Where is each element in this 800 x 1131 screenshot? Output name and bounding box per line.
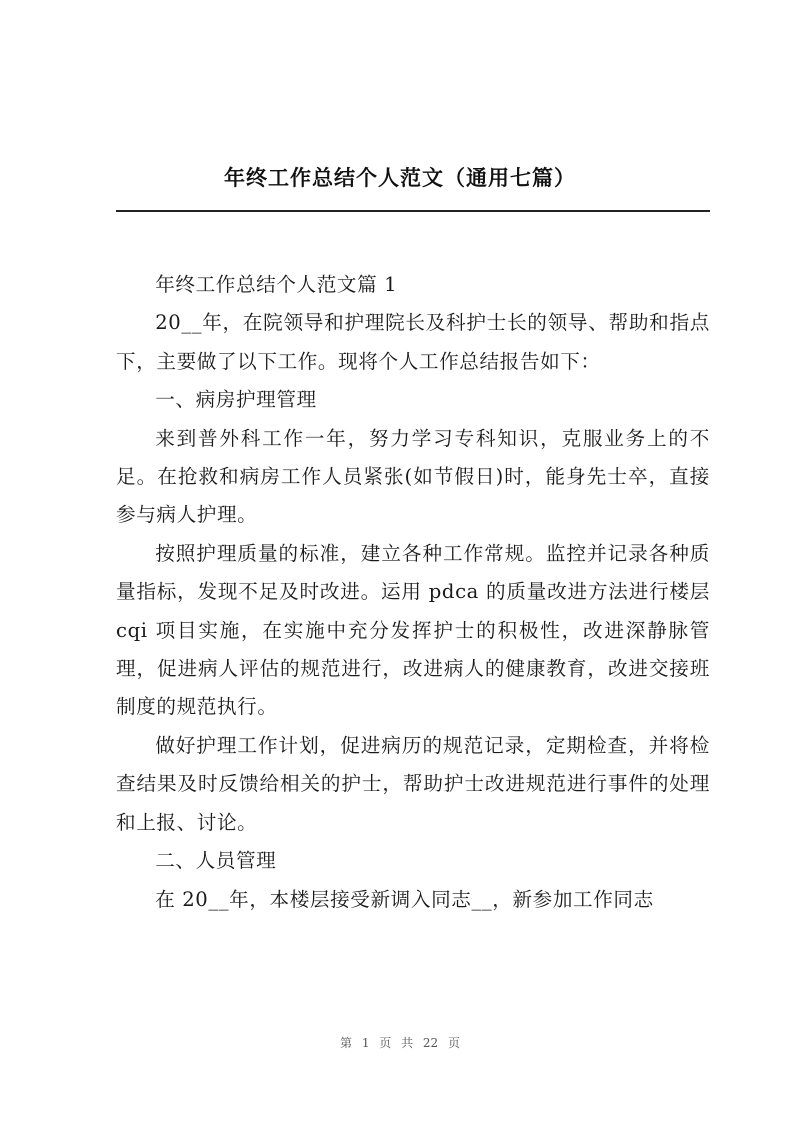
paragraph: 在 20__年，本楼层接受新调入同志__，新参加工作同志 [155, 887, 654, 911]
paragraph: 20__年，在院领导和护理院长及科护士长的领导、帮助和指点下，主要做了以下工作。现将个人工作总结报告如下： [116, 311, 710, 373]
paragraph: 做好护理工作计划，促进病历的规范记录，定期检查，并将检查结果及时反馈给相关的护士，帮助护士改进规范进行事件的处理和上报、讨论。 [116, 733, 710, 834]
section-heading: 年终工作总结个人范文篇 1 [155, 273, 398, 296]
paragraph: 来到普外科工作一年，努力学习专科知识，克服业务上的不足。在抢救和病房工作人员紧张(如节假日)时，能身先士卒，直接参与病人护理。 [116, 426, 710, 527]
paragraph: 按照护理质量的标准，建立各种工作常规。监控并记录各种质量指标，发现不足及时改进。运用 pdca 的质量改进方法进行楼层 cqi 项目实施，在实施中充分发挥护士的积极性，改进深静脉管理，促进病人评估的规范进行，改进病人的健康教育，改进交接班制度的规范执行。 [116, 541, 710, 719]
page-footer: 第 1 页 共 22 页 [340, 1036, 460, 1050]
title-divider [116, 210, 710, 212]
subsection-heading: 一、病房护理管理 [155, 388, 317, 412]
document-body [116, 266, 710, 919]
document-title: 年终工作总结个人范文（通用七篇） [224, 166, 576, 190]
subsection-heading: 二、人员管理 [155, 849, 277, 873]
